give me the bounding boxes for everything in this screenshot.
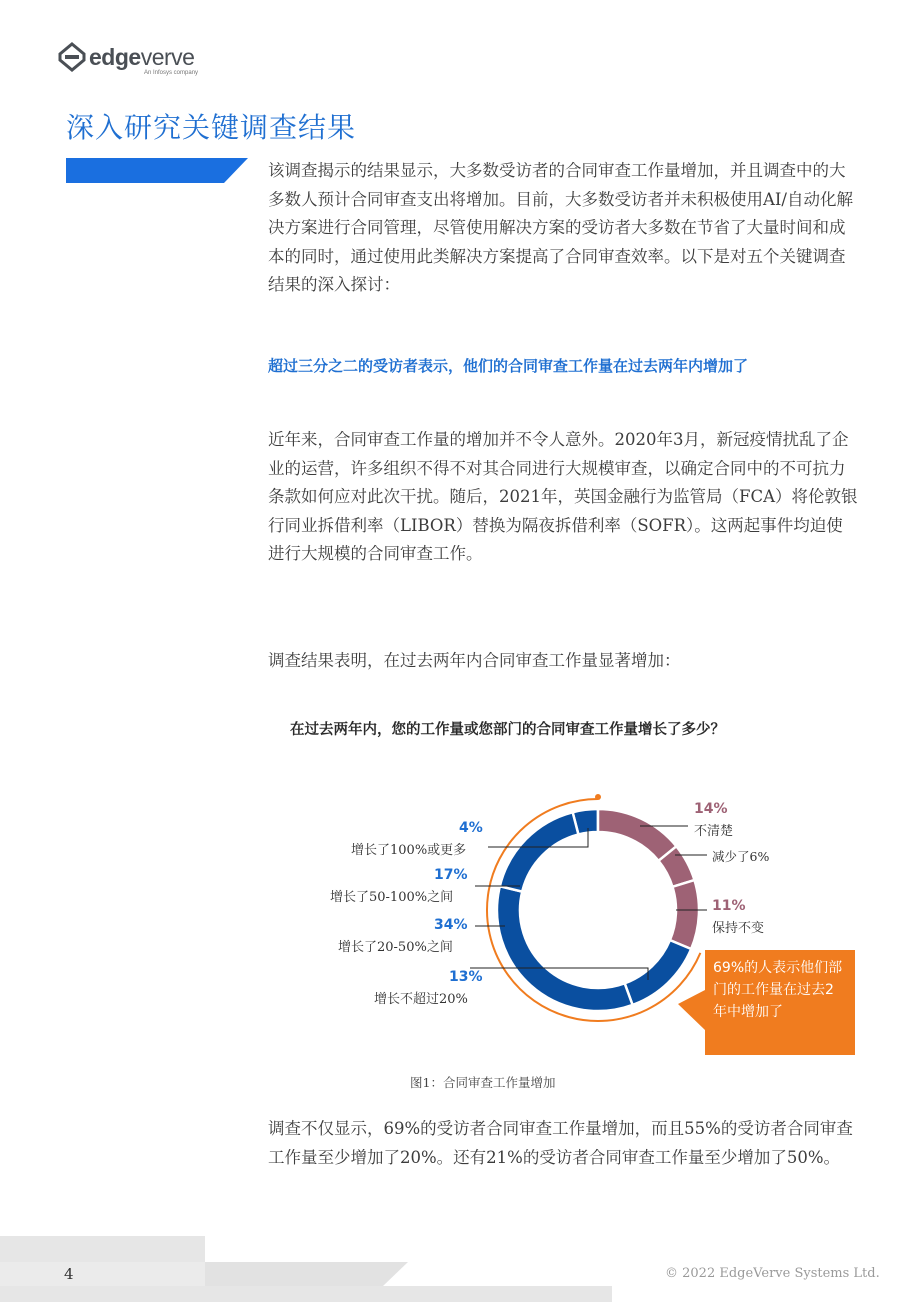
donut-slice-5: [497, 886, 633, 1011]
pct-label-20-50: 34%: [434, 917, 468, 933]
logo-wordmark: edgeverve: [89, 44, 195, 70]
figure-caption: 图1：合同审查工作量增加: [410, 1075, 556, 1090]
pct-label-under-20: 13%: [449, 969, 483, 985]
chart-title: 在过去两年内，您的工作量或您部门的合同审查工作量增长了多少？: [290, 722, 725, 738]
pct-label-50-100: 17%: [434, 867, 468, 883]
edgeverve-logo: [58, 40, 208, 82]
page-title: 深入研究关键调查结果: [66, 111, 357, 144]
pct-label-unchanged: 11%: [712, 898, 746, 914]
logo-mark-icon: [58, 42, 86, 72]
intro-paragraph: 该调查揭示的结果显示，大多数受访者的合同审查工作量增加，并且调查中的大多数人预计合同审查支出将增加。目前，大多数受访者并未积极使用AI/自动化解决方案进行合同管理，尽管使用解决方案的受访者大多数在节省了大量时间和成本的同时，通过使用此类解决方案提高了合同审查效率。以下是对五个关键调查结果的深入探讨：: [268, 161, 853, 294]
label-50-100: 增长了50-100%之间: [330, 890, 454, 905]
label-decreased: 减少了6%: [712, 849, 770, 864]
body-paragraph-2: 近年来，合同审查工作量的增加并不令人意外。2020年3月，新冠疫情扰乱了企业的运营，许多组织不得不对其合同进行大规模审查，以确定合同中的不可抗力条款如何应对此次干扰。随后，2021年，英国金融行为监管局（FCA）将伦敦银行同业拆借利率（LIBOR）替换为隔夜拆借利率（SOFR）。这两起事件均迫使进行大规模的合同审查工作。: [268, 430, 858, 563]
donut-slice-3: [670, 880, 699, 949]
copyright-text: © 2022 EdgeVerve Systems Ltd.: [665, 1266, 880, 1281]
callout-box: 69%的人表示他们部门的工作量在过去2年中增加了: [705, 950, 855, 1055]
pct-label-100-or-more: 4%: [459, 820, 483, 836]
label-20-50: 增长了20-50%之间: [338, 940, 453, 955]
label-unchanged: 保持不变: [712, 921, 765, 936]
body-paragraph-3: 调查结果表明，在过去两年内合同审查工作量显著增加：: [268, 651, 681, 670]
section-subheading: 超过三分之二的受访者表示，他们的合同审查工作量在过去两年内增加了: [268, 357, 749, 375]
logo-subtitle: An Infosys company: [144, 70, 199, 76]
label-100-or-more: 增长了100%或更多: [351, 843, 467, 858]
label-unclear: 不清楚: [694, 824, 734, 839]
page-number: 4: [64, 1265, 74, 1283]
pct-label-unclear: 14%: [694, 801, 728, 817]
donut-slice-1: [598, 809, 676, 861]
highlight-arc-endpoint: [595, 794, 601, 800]
callout-pointer: [678, 990, 708, 1030]
title-accent-bar: [66, 158, 248, 183]
label-under-20: 增长不超过20%: [374, 992, 468, 1007]
donut-slices: [497, 809, 699, 1011]
donut-slice-6: [500, 812, 579, 891]
body-paragraph-4: 调查不仅显示，69%的受访者合同审查工作量增加，而且55%的受访者合同审查工作量至少增加了20%。还有21%的受访者合同审查工作量至少增加了50%。: [268, 1119, 853, 1167]
